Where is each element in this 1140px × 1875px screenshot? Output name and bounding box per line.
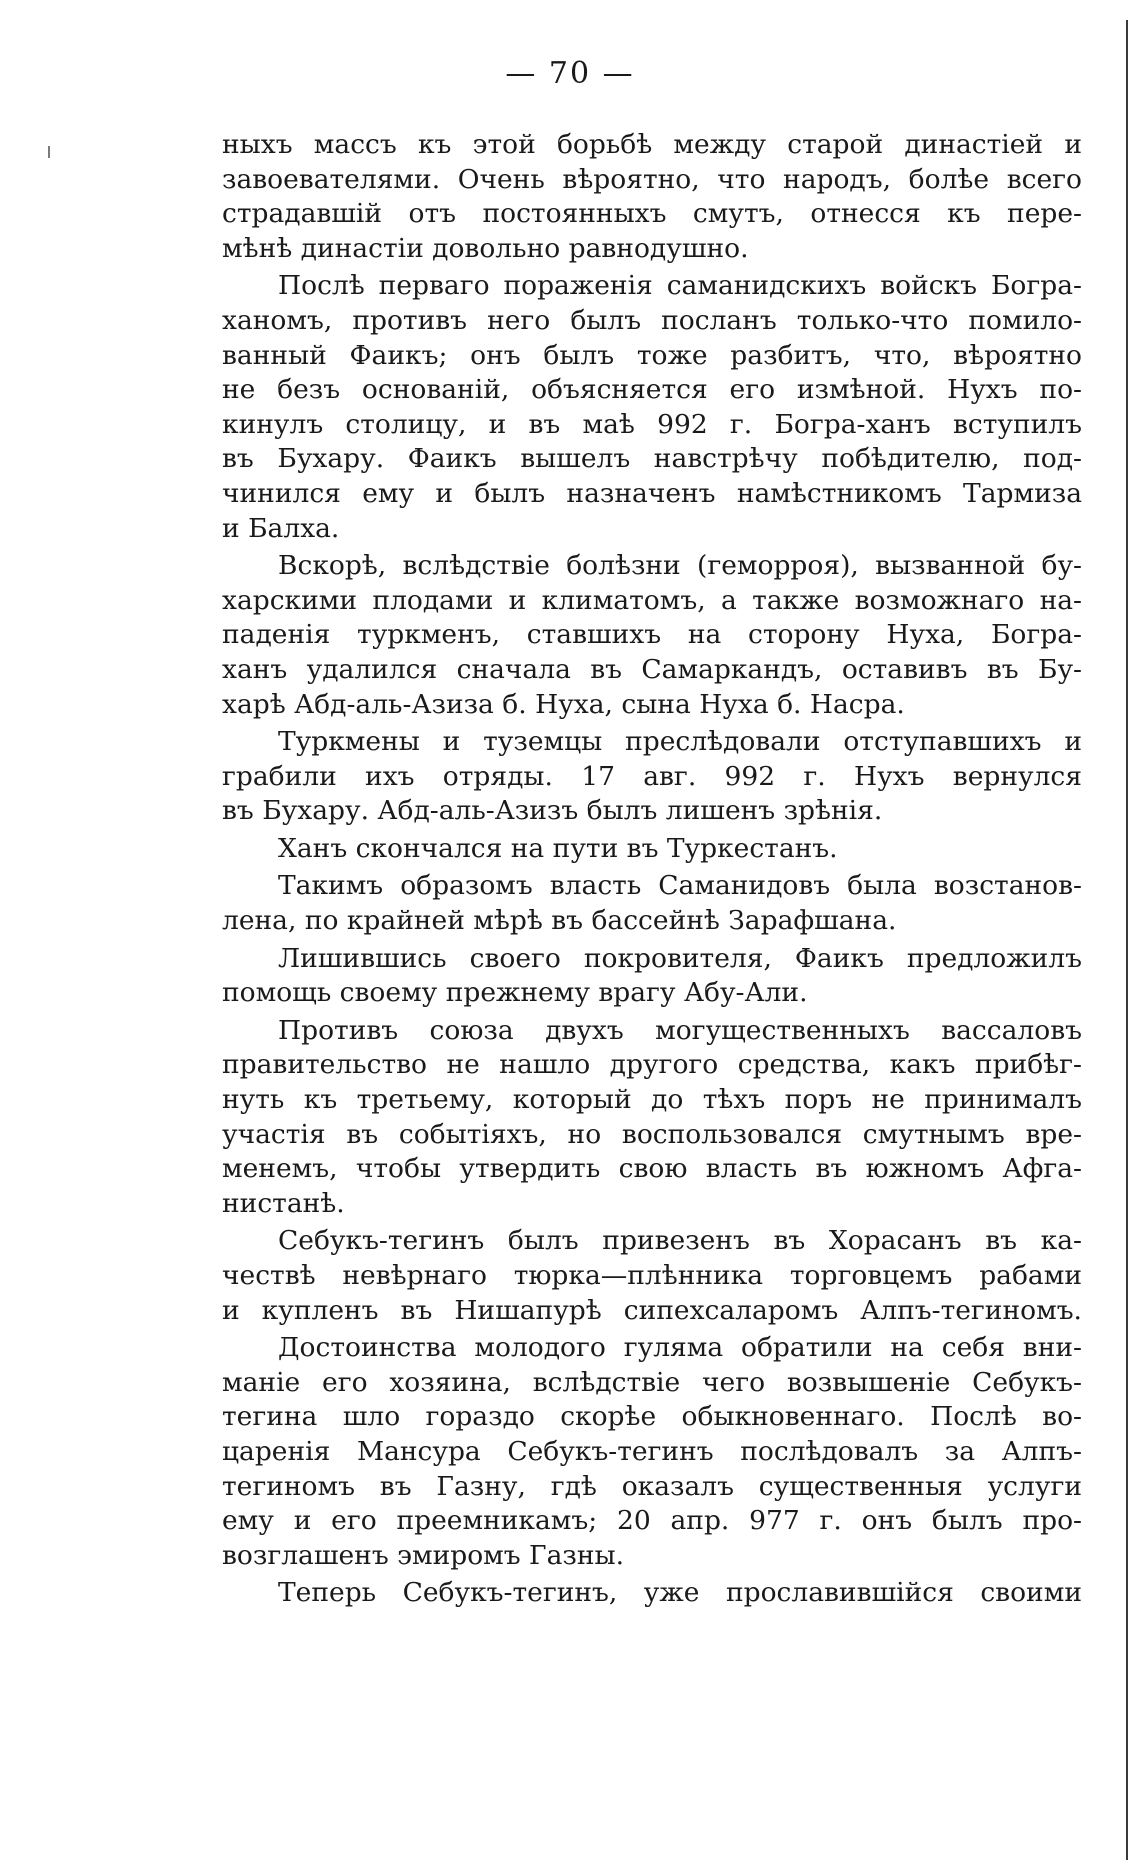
page-edge-rule	[1126, 20, 1128, 1860]
text-line: Противъ союза двухъ могущественныхъ вассаловъ	[278, 1014, 1082, 1046]
paragraph-1	[222, 128, 1082, 266]
text-line: Лишившись своего покровителя, Фаикъ предложилъ	[278, 942, 1082, 974]
text-line: ханомъ, противъ него былъ посланъ только-что помило-	[222, 304, 1082, 336]
text-line: Себукъ-тегинъ былъ привезенъ въ Хорасанъ въ ка-	[278, 1225, 1082, 1257]
text-line: страдавшій отъ постоянныхъ смутъ, отнесся къ пере-	[222, 198, 1082, 230]
text-line: помощь своему прежнему врагу Абу-Али.	[222, 977, 808, 1009]
text-line: менемъ, чтобы утвердить свою власть въ южномъ Афга-	[222, 1153, 1082, 1185]
paragraph-7	[222, 942, 1082, 1011]
text-line: тегина шло гораздо скорѣе обыкновеннаго. Послѣ во-	[222, 1401, 1082, 1433]
text-line: Вскорѣ, вслѣдствіе болѣзни (геморроя), вызванной бу-	[278, 550, 1082, 582]
text-line: Послѣ перваго пораженія саманидскихъ войскъ Богра-	[278, 270, 1082, 302]
text-line: грабили ихъ отряды. 17 авг. 992 г. Нухъ вернулся	[222, 760, 1082, 792]
text-line: нистанѣ.	[222, 1187, 345, 1219]
paragraph-5	[222, 832, 1082, 867]
page-number: — 70 —	[505, 56, 635, 91]
text-line: тегиномъ въ Газну, гдѣ оказалъ существенныя услуги	[222, 1470, 1082, 1502]
text-line: въ Бухару. Абд-аль-Азизъ былъ лишенъ зрѣнія.	[222, 795, 883, 827]
text-line: не безъ основаній, объясняется его измѣной. Нухъ по-	[222, 374, 1082, 406]
text-line: маніе его хозяина, вслѣдствіе чего возвышеніе Себукъ-	[222, 1366, 1082, 1398]
text-line: ему и его преемникамъ; 20 апр. 977 г. онъ былъ про-	[222, 1505, 1082, 1537]
paragraph-6	[222, 869, 1082, 938]
text-line: Достоинства молодого гуляма обратили на себя вни-	[278, 1332, 1082, 1364]
paragraph-11	[222, 1576, 1082, 1611]
text-line: Такимъ образомъ власть Саманидовъ была возстанов-	[278, 870, 1082, 902]
text-line: царенія Мансура Себукъ-тегинъ послѣдовалъ за Алпъ-	[222, 1435, 1082, 1467]
paragraph-2	[222, 269, 1082, 546]
paragraph-3	[222, 549, 1082, 722]
text-column	[222, 128, 1082, 1611]
paragraph-4	[222, 725, 1082, 829]
text-line: кинулъ столицу, и въ маѣ 992 г. Богра-ханъ вступилъ	[222, 408, 1082, 440]
text-line: ханъ удалился сначала въ Самаркандъ, оставивъ въ Бу-	[222, 653, 1082, 685]
text-line: чествѣ невѣрнаго тюрка—плѣнника торговцемъ рабами	[222, 1260, 1082, 1291]
text-line: Туркмены и туземцы преслѣдовали отступавшихъ и	[278, 726, 1082, 758]
text-line: харскими плодами и климатомъ, а также возможнаго на-	[222, 584, 1082, 616]
text-line: мѣнѣ династіи довольно равнодушно.	[222, 232, 749, 264]
text-line: харѣ Абд-аль-Азиза б. Нуха, сына Нуха б. Насра.	[222, 688, 905, 720]
text-line: нуть къ третьему, который до тѣхъ поръ не принималъ	[222, 1084, 1082, 1116]
text-line: Теперь Себукъ-тегинъ, уже прославившійся своими	[278, 1577, 1082, 1609]
paragraph-8	[222, 1014, 1082, 1222]
margin-mark	[48, 146, 50, 158]
paragraph-10	[222, 1331, 1082, 1573]
text-line: возглашенъ эмиромъ Газны.	[222, 1539, 625, 1571]
text-line: Ханъ скончался на пути въ Туркестанъ.	[278, 832, 838, 864]
text-line: въ Бухару. Фаикъ вышелъ навстрѣчу побѣдителю, под-	[222, 443, 1082, 475]
text-line: паденія туркменъ, ставшихъ на сторону Нуха, Богра-	[222, 619, 1082, 651]
text-line: участія въ событіяхъ, но воспользовался смутнымъ вре-	[222, 1118, 1082, 1150]
text-line: завоевателями. Очень вѣроятно, что народъ, болѣе всего	[222, 163, 1082, 195]
paragraph-9	[222, 1224, 1082, 1328]
text-line: правительство не нашло другого средства, какъ прибѣг-	[222, 1049, 1082, 1081]
text-line: ныхъ массъ къ этой борьбѣ между старой династіей и	[222, 129, 1082, 160]
text-line: лена, по крайней мѣрѣ въ бассейнѣ Зарафшана.	[222, 905, 897, 937]
text-line: ванный Фаикъ; онъ былъ тоже разбитъ, что, вѣроятно	[222, 339, 1082, 371]
text-line: чинился ему и былъ назначенъ намѣстникомъ Тармиза	[222, 477, 1082, 509]
text-line: и купленъ въ Нишапурѣ сипехсаларомъ Алпъ-тегиномъ.	[222, 1294, 1082, 1326]
text-line: и Балха.	[222, 512, 340, 544]
